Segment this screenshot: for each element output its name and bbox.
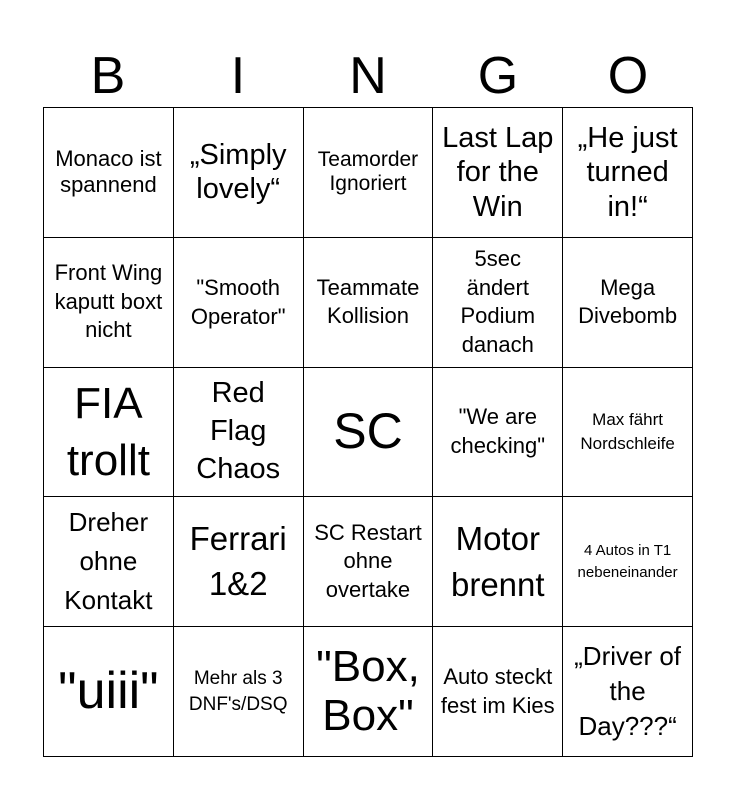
cell-text: Monaco ist spannend bbox=[55, 146, 162, 198]
bingo-cell[interactable] bbox=[174, 627, 304, 757]
bingo-cell[interactable] bbox=[563, 497, 693, 627]
cell-text: Mehr als 3 DNF's/DSQ bbox=[188, 667, 288, 715]
bingo-cell[interactable] bbox=[304, 627, 434, 757]
cell-text: "uiii" bbox=[58, 662, 159, 721]
cell-text: Front Wing kaputt boxt nicht bbox=[54, 260, 163, 343]
cell-text: FIA trollt bbox=[66, 378, 150, 485]
bingo-cell[interactable] bbox=[304, 497, 434, 627]
cell-text: Mega Divebomb bbox=[578, 274, 678, 329]
bingo-cell[interactable] bbox=[563, 368, 693, 498]
bingo-cell[interactable] bbox=[433, 238, 563, 368]
header-letter-o: O bbox=[607, 47, 649, 105]
cell-text: 5sec ändert Podium danach bbox=[460, 246, 536, 357]
bingo-cell[interactable] bbox=[433, 108, 563, 238]
header-letter-g: G bbox=[477, 47, 519, 105]
bingo-cell[interactable] bbox=[44, 627, 174, 757]
bingo-cell[interactable] bbox=[433, 627, 563, 757]
bingo-cell[interactable] bbox=[304, 368, 434, 498]
header-letter-b: B bbox=[90, 47, 126, 105]
bingo-header bbox=[43, 46, 693, 106]
bingo-cell[interactable] bbox=[174, 497, 304, 627]
cell-text: 4 Autos in T1 nebeneinander bbox=[577, 542, 678, 581]
cell-text: "Smooth Operator" bbox=[190, 274, 286, 330]
cell-text: „Simply lovely“ bbox=[189, 139, 287, 206]
header-letter-n: N bbox=[349, 47, 387, 105]
cell-text: Last Lap for the Win bbox=[442, 122, 554, 223]
bingo-cell[interactable] bbox=[304, 108, 434, 238]
bingo-cell[interactable] bbox=[433, 497, 563, 627]
bingo-cell[interactable] bbox=[174, 368, 304, 498]
cell-text: Motor brennt bbox=[450, 519, 545, 603]
bingo-cell[interactable] bbox=[44, 497, 174, 627]
bingo-cell[interactable] bbox=[174, 238, 304, 368]
cell-text: Auto steckt fest im Kies bbox=[440, 664, 555, 718]
cell-text: „Driver of the Day???“ bbox=[574, 640, 682, 742]
cell-text: „He just turned in!“ bbox=[577, 122, 678, 223]
cell-text: SC bbox=[333, 403, 403, 460]
cell-text: Max fährt Nordschleife bbox=[580, 410, 675, 453]
cell-text: Dreher ohne Kontakt bbox=[64, 507, 153, 616]
bingo-cell[interactable] bbox=[563, 108, 693, 238]
bingo-cell[interactable] bbox=[304, 238, 434, 368]
header-letter-i: I bbox=[230, 47, 246, 105]
bingo-cell[interactable] bbox=[563, 627, 693, 757]
cell-text: Red Flag Chaos bbox=[196, 377, 281, 485]
bingo-cell[interactable] bbox=[174, 108, 304, 238]
bingo-cell[interactable] bbox=[44, 108, 174, 238]
cell-text: "We are checking" bbox=[450, 404, 546, 458]
cell-text: Teammate Kollision bbox=[316, 274, 420, 329]
cell-text: SC Restart ohne overtake bbox=[314, 519, 422, 603]
bingo-cell[interactable] bbox=[563, 238, 693, 368]
cell-text: "Box, Box" bbox=[316, 642, 420, 740]
cell-text: Ferrari 1&2 bbox=[189, 520, 287, 602]
cell-text: Teamorder Ignoriert bbox=[317, 147, 419, 196]
bingo-cell[interactable] bbox=[44, 368, 174, 498]
bingo-cell[interactable] bbox=[433, 368, 563, 498]
bingo-cell[interactable] bbox=[44, 238, 174, 368]
bingo-grid bbox=[43, 107, 693, 757]
